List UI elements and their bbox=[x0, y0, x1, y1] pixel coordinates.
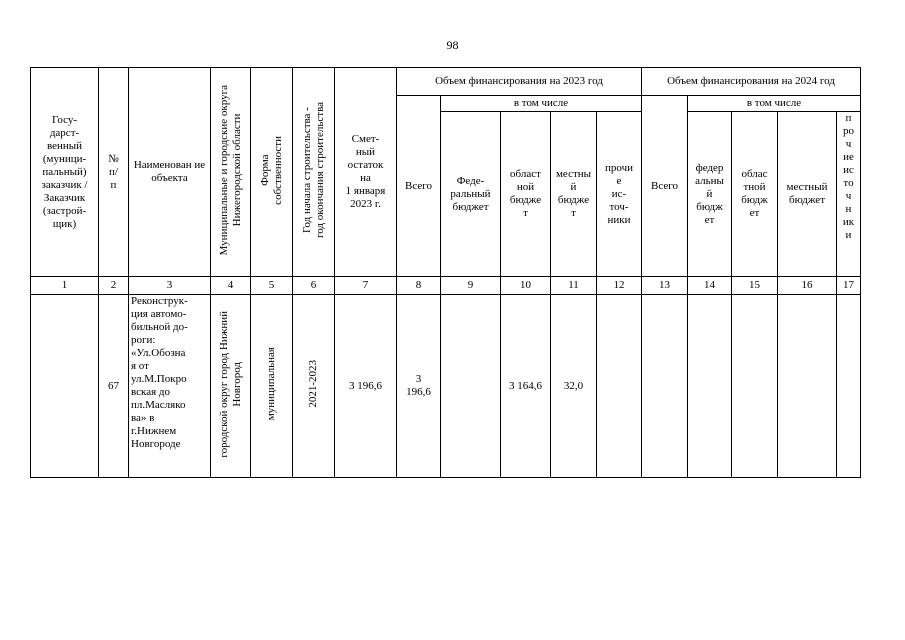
cell-estimated-balance: 3 196,6 bbox=[335, 295, 397, 478]
cell-total-2024 bbox=[642, 295, 688, 478]
cell-number: 67 bbox=[99, 295, 129, 478]
header-regional-2024: облас тной бюдж ет bbox=[732, 112, 778, 277]
header-ownership: Форма собственности bbox=[251, 68, 293, 277]
cell-customer bbox=[31, 295, 99, 478]
column-number-row bbox=[31, 277, 861, 295]
column-number: 16 bbox=[778, 277, 837, 295]
column-number: 10 bbox=[501, 277, 551, 295]
header-federal-2023: Феде- ральный бюджет bbox=[441, 112, 501, 277]
header-estimated-balance: Смет- ный остаток на 1 января 2023 г. bbox=[335, 68, 397, 277]
column-number: 6 bbox=[293, 277, 335, 295]
cell-other-2023 bbox=[597, 295, 642, 478]
cell-regional-2024 bbox=[732, 295, 778, 478]
header-customer: Госу- дарст- венный (муници- пальный) заказчик / Заказчик (застрой- щик) bbox=[31, 68, 99, 277]
column-number: 5 bbox=[251, 277, 293, 295]
cell-other-2024 bbox=[837, 295, 861, 478]
financing-table bbox=[30, 67, 861, 478]
page-number: 98 bbox=[446, 38, 459, 52]
header-funding-2024: Объем финансирования на 2024 год bbox=[642, 68, 861, 96]
cell-municipality: городской округ город Нижний Новгород bbox=[211, 295, 251, 478]
column-number: 9 bbox=[441, 277, 501, 295]
cell-ownership: муниципальная bbox=[251, 295, 293, 478]
header-including-2023: в том числе bbox=[441, 96, 642, 112]
header-local-2024: местный бюджет bbox=[778, 112, 837, 277]
column-number: 4 bbox=[211, 277, 251, 295]
column-number: 15 bbox=[732, 277, 778, 295]
header-local-2023: местны й бюдже т bbox=[551, 112, 597, 277]
cell-object-name: Реконструк- ция автомо- бильной до- роги: «Ул.Обозна я от ул.М.Покро вская до пл.Масляко ва» в г.Нижнем Новгороде bbox=[129, 295, 211, 478]
header-years: Год начала строительства - год окончания строительства bbox=[293, 68, 335, 277]
column-number: 13 bbox=[642, 277, 688, 295]
header-number: № п/ п bbox=[99, 68, 129, 277]
column-number: 12 bbox=[597, 277, 642, 295]
header-total-2024: Всего bbox=[642, 96, 688, 277]
header-funding-2023: Объем финансирования на 2023 год bbox=[397, 68, 642, 96]
header-other-2023: прочи е ис- точ- ники bbox=[597, 112, 642, 277]
cell-years: 2021-2023 bbox=[293, 295, 335, 478]
column-number: 17 bbox=[837, 277, 861, 295]
cell-federal-2024 bbox=[688, 295, 732, 478]
column-number: 8 bbox=[397, 277, 441, 295]
header-other-2024: п ро ч ие ис то ч н ик и bbox=[837, 112, 861, 277]
column-number: 7 bbox=[335, 277, 397, 295]
header-object-name: Наименован ие объекта bbox=[129, 68, 211, 277]
header-regional-2023: област ной бюдже т bbox=[501, 112, 551, 277]
cell-local-2023: 32,0 bbox=[551, 295, 597, 478]
table-row bbox=[31, 295, 861, 478]
column-number: 1 bbox=[31, 277, 99, 295]
column-number: 14 bbox=[688, 277, 732, 295]
header-federal-2024: федер альны й бюдж ет bbox=[688, 112, 732, 277]
column-number: 11 bbox=[551, 277, 597, 295]
header-including-2024: в том числе bbox=[688, 96, 861, 112]
column-number: 3 bbox=[129, 277, 211, 295]
header-total-2023: Всего bbox=[397, 96, 441, 277]
cell-federal-2023 bbox=[441, 295, 501, 478]
header-municipality: Муниципальные и городские округа Нижегородской области bbox=[211, 68, 251, 277]
column-number: 2 bbox=[99, 277, 129, 295]
cell-local-2024 bbox=[778, 295, 837, 478]
cell-total-2023: 3 196,6 bbox=[397, 295, 441, 478]
cell-regional-2023: 3 164,6 bbox=[501, 295, 551, 478]
